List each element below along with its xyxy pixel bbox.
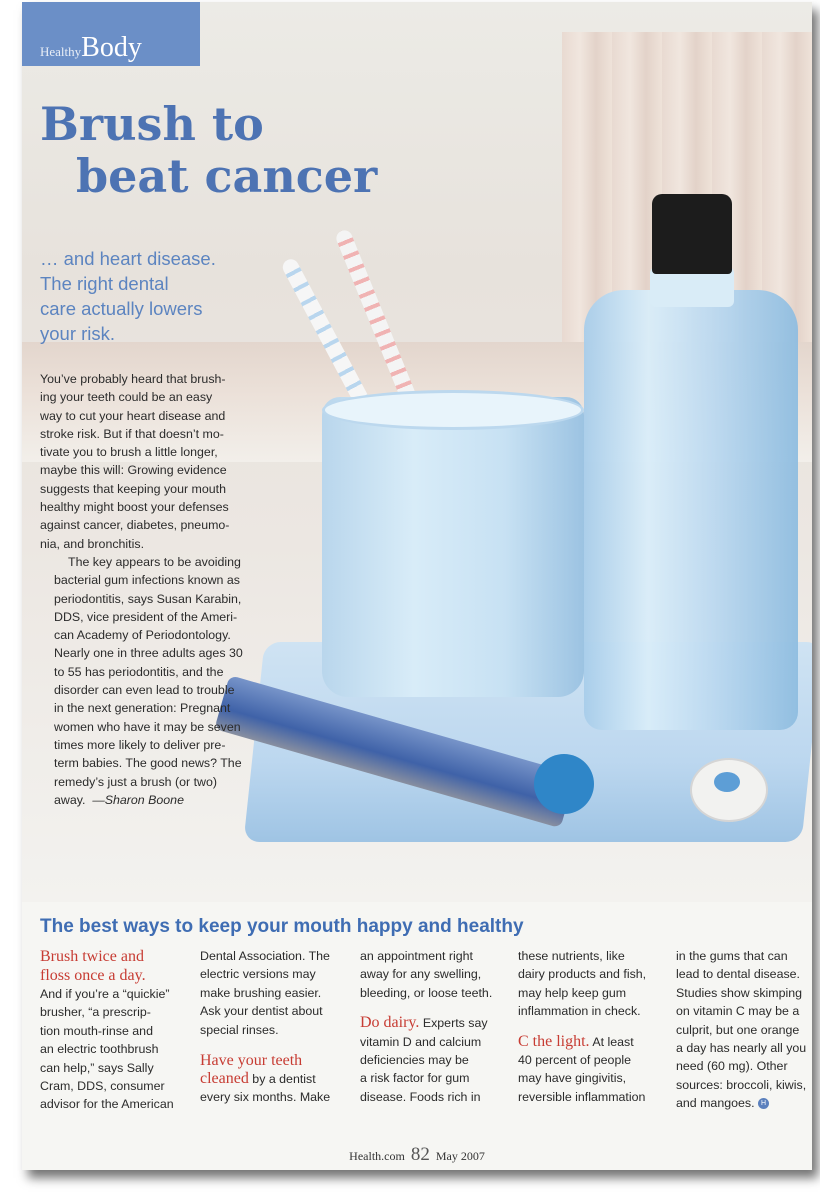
deck-line: … and heart disease. [40, 248, 216, 269]
sidebar-text: by a dentist [248, 1072, 316, 1087]
article-deck [40, 246, 270, 346]
body-paragraph-2 [40, 553, 300, 809]
sidebar-line: sources: broccoli, kiwis, [676, 1077, 807, 1092]
section-band [22, 2, 200, 66]
spacer [200, 1039, 355, 1051]
article-title [40, 98, 377, 202]
sidebar-line: a risk factor for gum [360, 1071, 470, 1086]
sidebar-line: Ask your dentist about [200, 1004, 323, 1019]
tip-heading: floss once a day. [40, 967, 146, 984]
sidebar-line: a day has nearly all you [676, 1041, 807, 1056]
sidebar-column-5 [676, 947, 812, 1113]
bottle-cap [652, 194, 732, 274]
sidebar-line: on vitamin C may be a [676, 1004, 800, 1019]
tip-heading: cleaned [200, 1070, 249, 1088]
sidebar-line: Dental Association. The [200, 949, 330, 963]
sidebar-line: in the gums that can [676, 949, 788, 963]
page-footer [22, 1144, 812, 1166]
body-line: Nearly one in three adults ages 30 [54, 646, 243, 661]
sidebar-line: make brushing easier. [200, 985, 322, 1000]
tip-heading: Brush twice and [40, 948, 144, 965]
tip-heading: Have your teeth [200, 1052, 303, 1070]
sidebar-line [200, 1070, 355, 1088]
sidebar-line: electric versions may [200, 967, 316, 982]
end-mark-icon: H [758, 1098, 769, 1109]
toothpaste-cap [534, 754, 594, 814]
sidebar-line: may help keep gum [518, 985, 627, 1000]
body-line: disorder can even lead to trouble [54, 683, 235, 698]
sidebar-line [518, 1033, 673, 1051]
body-line: stroke risk. But if that doesn’t mo- [40, 426, 224, 441]
sidebar-text: and mangoes. [676, 1096, 755, 1111]
title-line-1: Brush to [40, 97, 264, 151]
sidebar-text: At least [589, 1034, 634, 1049]
sidebar-column-1 [40, 947, 195, 1114]
body-line: in the next generation: Pregnant [54, 701, 231, 716]
sidebar-line: may have gingivitis, [518, 1071, 627, 1086]
body-line: maybe this will: Growing evidence [40, 463, 227, 478]
body-line: term babies. The good news? The [54, 756, 242, 771]
sidebar-line: disease. Foods rich in [360, 1089, 481, 1104]
sidebar-line: And if you’re a “quickie” [40, 987, 170, 1001]
body-last-word: away. [54, 792, 86, 807]
body-line: nia, and bronchitis. [40, 536, 145, 551]
sidebar-line: these nutrients, like [518, 949, 625, 963]
deck-line: care actually lowers [40, 298, 203, 319]
sidebar-line: can help,” says Sally [40, 1060, 154, 1075]
body-line: You’ve probably heard that brush- [40, 372, 226, 386]
sidebar-line: dairy products and fish, [518, 967, 647, 982]
title-line-2: beat cancer [76, 149, 378, 203]
footer-site: Health.com [349, 1149, 405, 1163]
sidebar-line: Studies show skimping [676, 985, 803, 1000]
tip-heading: C the light. [518, 1032, 590, 1050]
cup-rim [322, 390, 584, 430]
sidebar-column-2 [200, 947, 355, 1107]
magazine-page [22, 2, 812, 1170]
body-line: remedy’s just a brush (or two) [54, 774, 217, 789]
floss-center [714, 772, 740, 792]
body-line: The key appears to be avoiding [68, 554, 241, 569]
sidebar-line: Cram, DDS, consumer [40, 1079, 165, 1094]
blue-cup [322, 397, 584, 697]
section-label [40, 32, 142, 64]
sidebar-line: bleeding, or loose teeth. [360, 985, 493, 1000]
sidebar-column-3 [360, 947, 515, 1106]
mouthwash-bottle [584, 290, 798, 730]
sidebar-line: need (60 mg). Other [676, 1059, 788, 1074]
body-line: to 55 has periodontitis, and the [54, 664, 224, 679]
sidebar-line: inflammation in check. [518, 1004, 641, 1019]
sidebar-heading: The best ways to keep your mouth happy and healthy [40, 916, 524, 937]
deck-line: The right dental [40, 273, 169, 294]
article-body [40, 370, 300, 809]
sidebar-line: special rinses. [200, 1022, 279, 1037]
deck-line: your risk. [40, 323, 116, 344]
spacer [360, 1002, 515, 1014]
tip-heading: Do dairy. [360, 1014, 420, 1032]
body-line: ing your teeth could be an easy [40, 390, 213, 405]
body-line: DDS, vice president of the Ameri- [54, 609, 238, 624]
sidebar-line: vitamin D and calcium [360, 1034, 482, 1049]
body-last-line [40, 791, 300, 809]
sidebar-text: Experts say [419, 1016, 488, 1031]
byline: —Sharon Boone [92, 792, 184, 807]
sidebar-line: brusher, “a prescrip- [40, 1005, 151, 1020]
body-line: bacterial gum infections known as [54, 573, 240, 588]
body-line: tivate you to brush a little longer, [40, 445, 218, 460]
sidebar-line: advisor for the American [40, 1097, 174, 1112]
body-line: suggests that keeping your mouth [40, 481, 226, 496]
sidebar-line [360, 1014, 515, 1032]
sidebar-line: deficiencies may be [360, 1053, 469, 1068]
sidebar-line: tion mouth-rinse and [40, 1023, 153, 1038]
spacer [518, 1021, 673, 1033]
body-line: times more likely to deliver pre- [54, 737, 226, 752]
body-line: periodontitis, says Susan Karabin, [54, 591, 242, 606]
body-line: healthy might boost your defenses [40, 500, 229, 515]
sidebar-line: culprit, but one orange [676, 1022, 800, 1037]
section-name: Body [81, 32, 142, 63]
section-prefix: Healthy [40, 44, 82, 59]
body-paragraph-1 [40, 370, 300, 553]
body-line: women who have it may be seven [54, 719, 241, 734]
body-line: can Academy of Periodontology. [54, 628, 231, 643]
body-line: against cancer, diabetes, pneumo- [40, 518, 230, 533]
sidebar-line: an appointment right [360, 949, 473, 963]
sidebar-line: away for any swelling, [360, 967, 482, 982]
sidebar-line: every six months. Make [200, 1090, 331, 1105]
sidebar-line: lead to dental disease. [676, 967, 800, 982]
sidebar-line: 40 percent of people [518, 1053, 631, 1068]
page-number: 82 [410, 1144, 430, 1165]
sidebar-columns [40, 947, 810, 1147]
sidebar-line [676, 1094, 812, 1112]
body-line: way to cut your heart disease and [40, 408, 226, 423]
sidebar-line: an electric toothbrush [40, 1042, 159, 1057]
footer-date: May 2007 [435, 1149, 485, 1163]
sidebar-column-4 [518, 947, 673, 1106]
sidebar-line: reversible inflammation [518, 1089, 646, 1104]
